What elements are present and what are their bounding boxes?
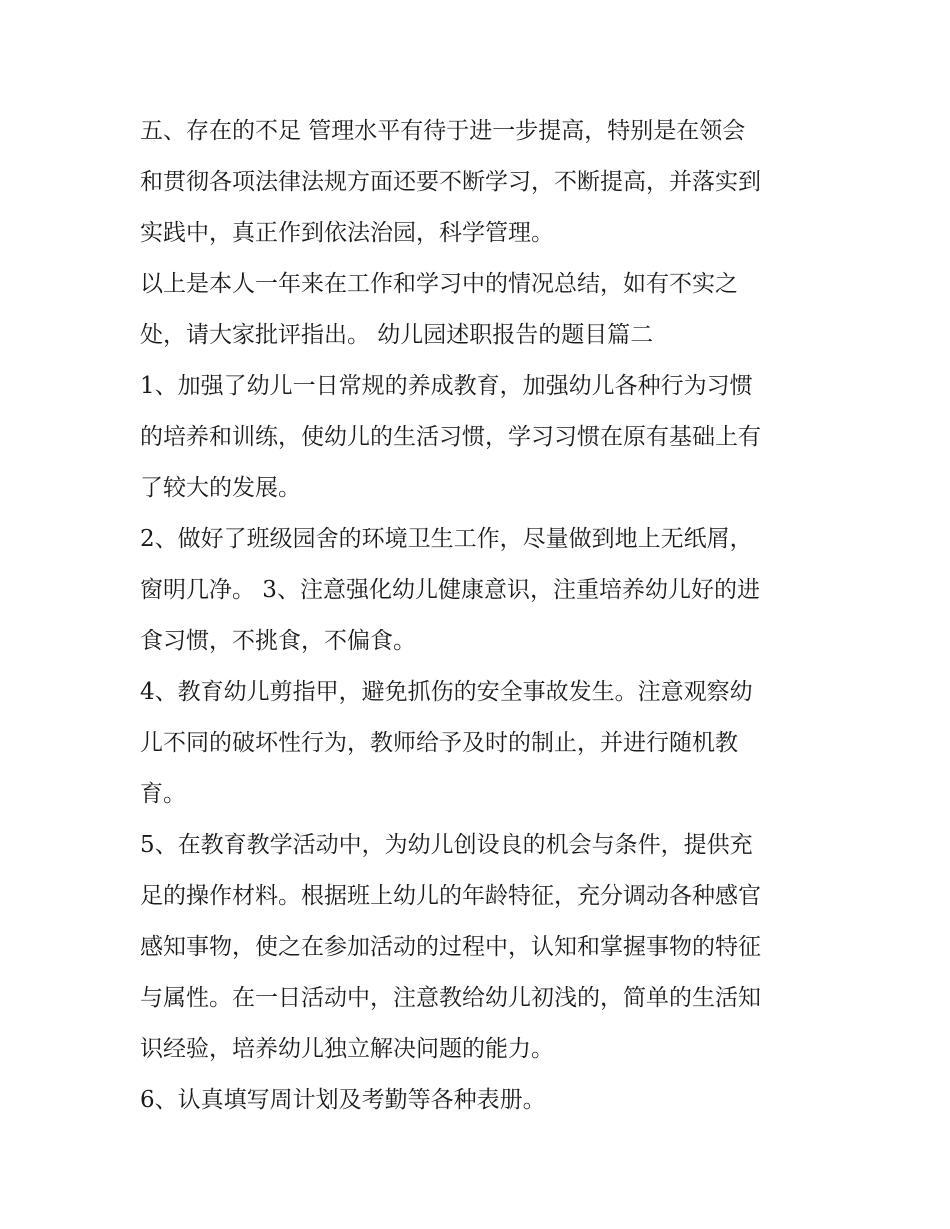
text-line: 窗明几净。 3、注意强化幼儿健康意识，注重培养幼儿好的进	[140, 577, 760, 603]
text-line: 了较大的发展。	[140, 475, 301, 501]
text-line: 1、加强了幼儿一日常规的养成教育，加强幼儿各种行为习惯	[140, 373, 753, 399]
text-line: 2、做好了班级园舍的环境卫生工作，尽量做到地上无纸屑，	[140, 526, 753, 552]
text-line: 4、教育幼儿剪指甲，避免抓伤的安全事故发生。注意观察幼	[140, 679, 753, 705]
text-line: 以上是本人一年来在工作和学习中的情况总结，如有不实之	[140, 271, 738, 297]
document-body	[140, 106, 830, 1126]
text-line: 食习惯，不挑食，不偏食。	[140, 628, 416, 654]
text-line: 的培养和训练，使幼儿的生活习惯，学习习惯在原有基础上有	[140, 424, 761, 450]
text-line: 感知事物，使之在参加活动的过程中，认知和掌握事物的特征	[140, 934, 761, 960]
text-line: 足的操作材料。根据班上幼儿的年龄特征，充分调动各种感官	[140, 883, 761, 909]
text-line: 5、在教育教学活动中，为幼儿创设良的机会与条件，提供充	[140, 832, 753, 858]
text-line: 儿不同的破坏性行为，教师给予及时的制止，并进行随机教	[140, 730, 738, 756]
text-line: 6、认真填写周计划及考勤等各种表册。	[140, 1087, 546, 1113]
text-line: 育。	[140, 781, 186, 807]
text-line: 实践中，真正作到依法治园，科学管理。	[140, 220, 554, 246]
text-line: 处，请大家批评指出。 幼儿园述职报告的题目篇二	[140, 322, 654, 348]
text-line: 五、存在的不足 管理水平有待于进一步提高，特别是在领会	[140, 118, 746, 144]
text-line: 识经验，培养幼儿独立解决问题的能力。	[140, 1036, 554, 1062]
text-line: 和贯彻各项法律法规方面还要不断学习，不断提高，并落实到	[140, 169, 761, 195]
text-line: 与属性。在一日活动中，注意教给幼儿初浅的，简单的生活知	[140, 985, 761, 1011]
